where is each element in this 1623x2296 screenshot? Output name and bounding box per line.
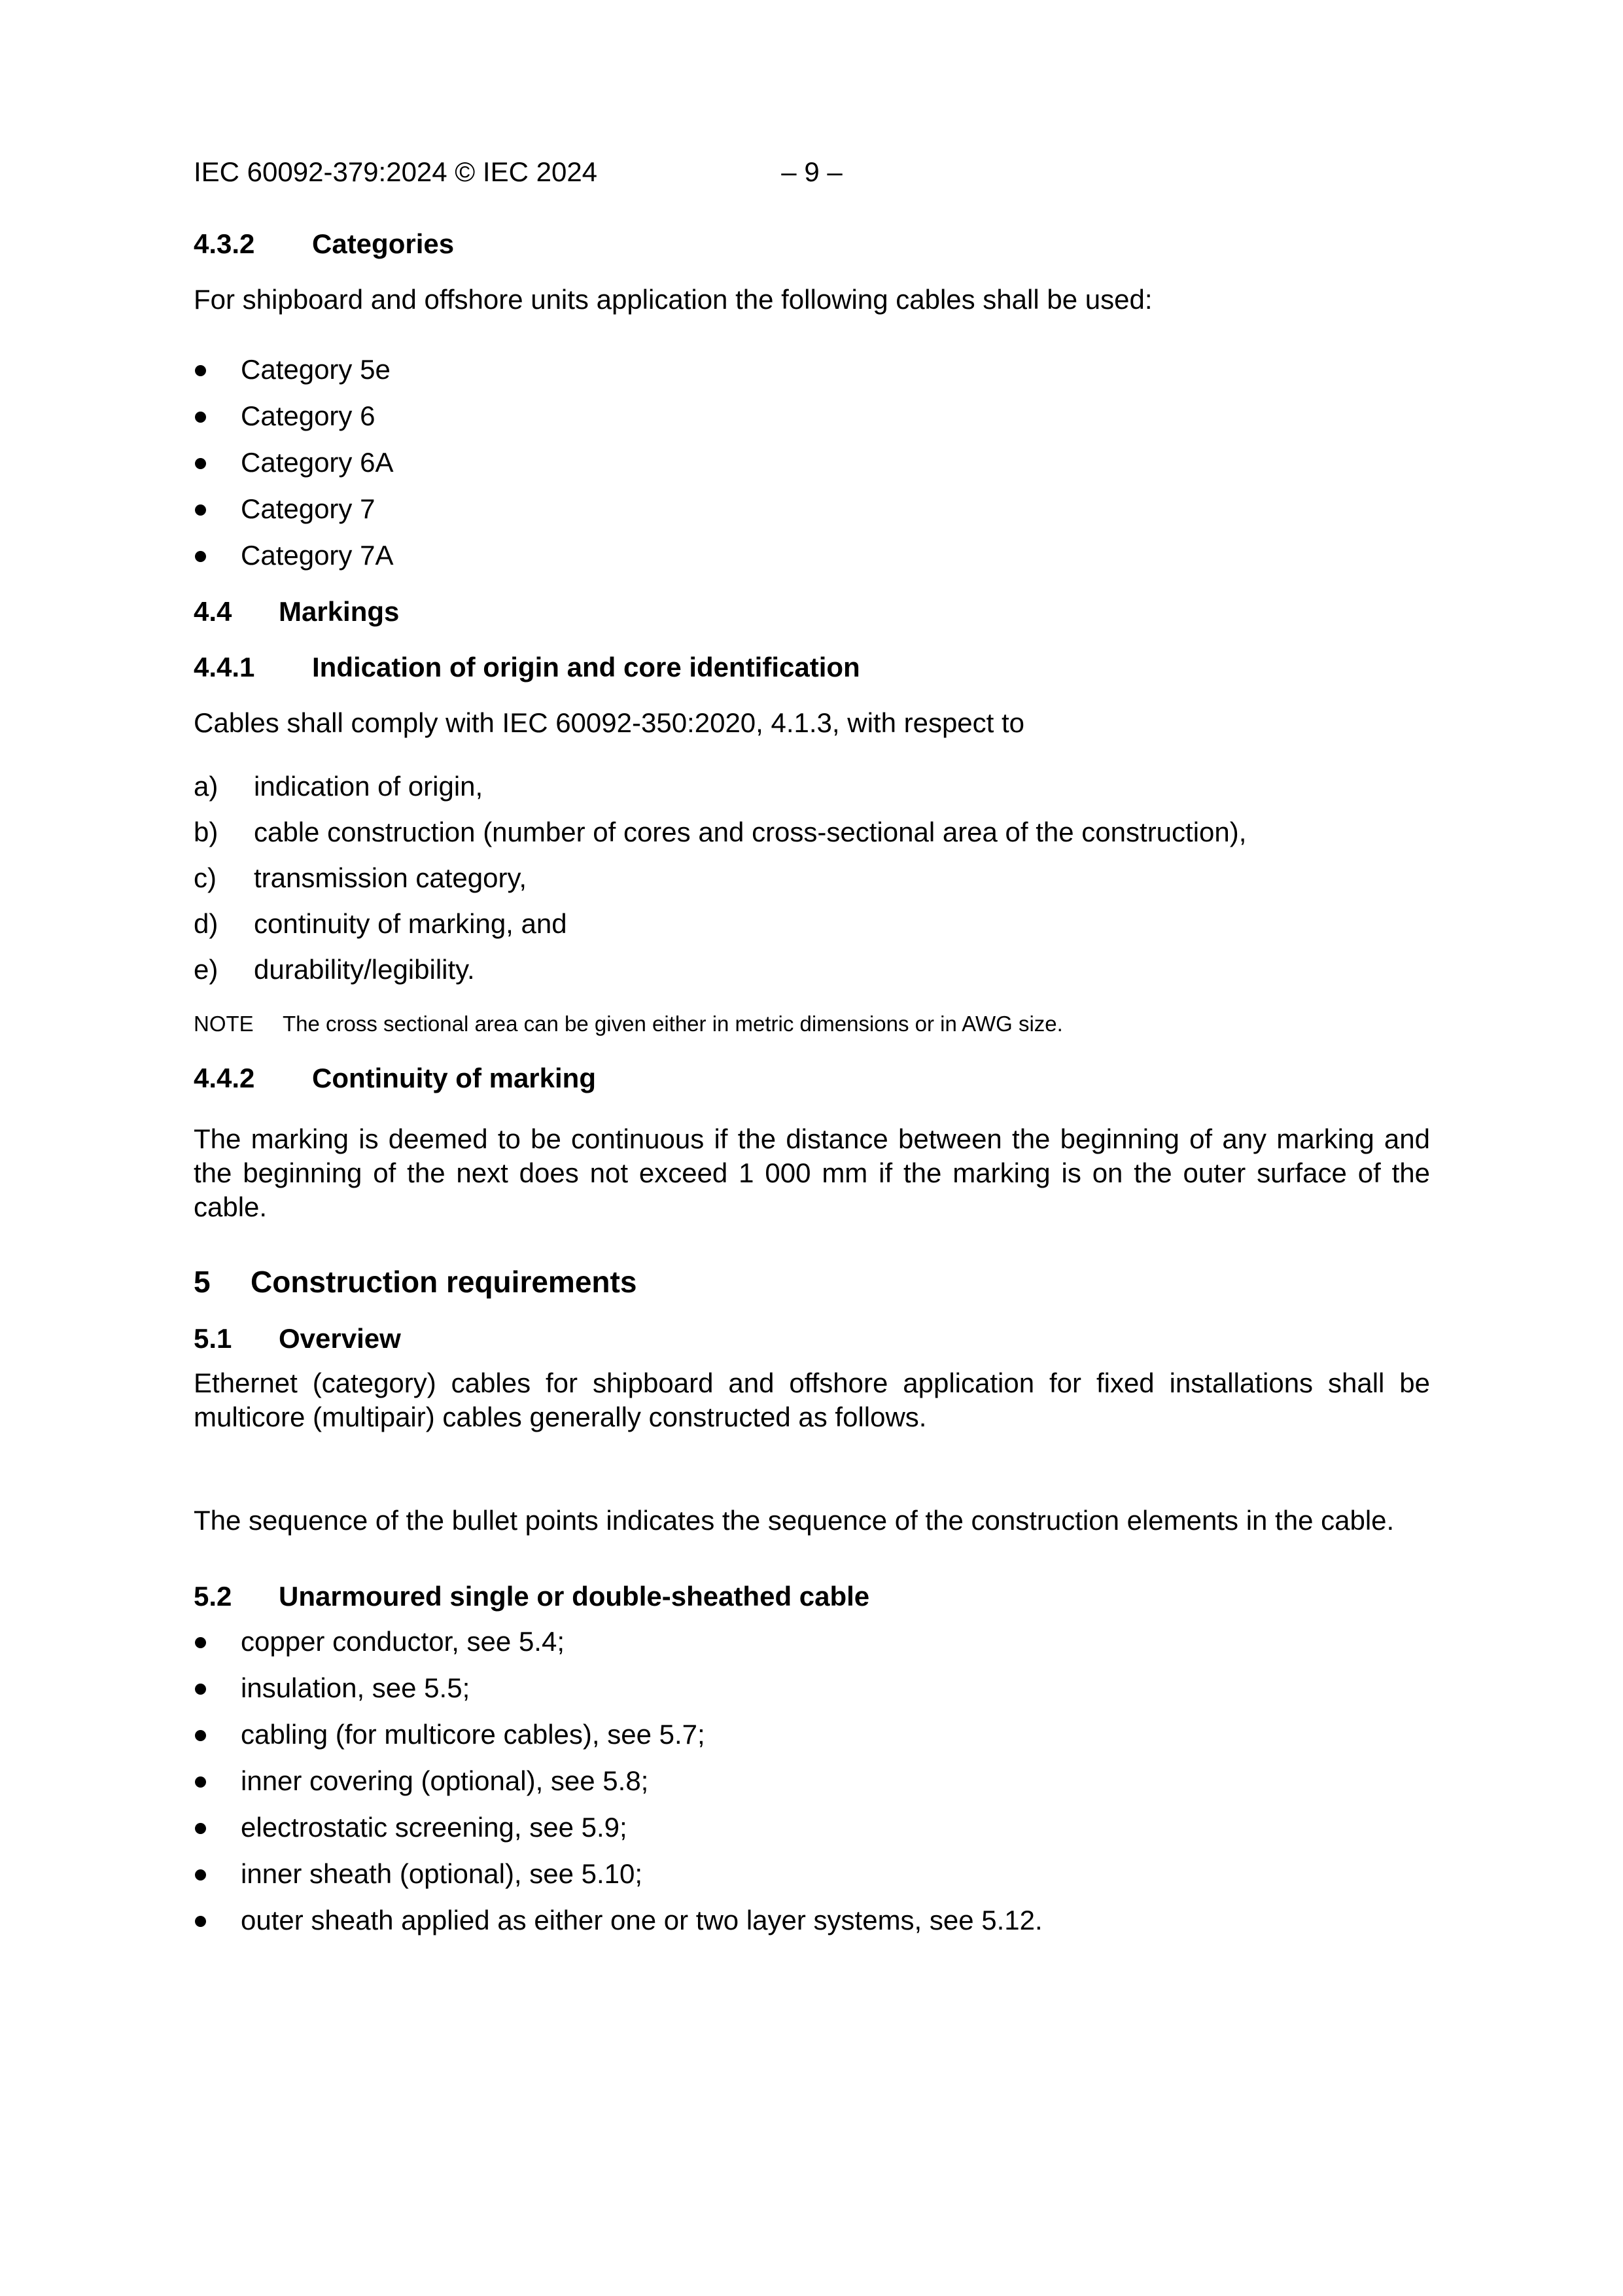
list-item-text: Category 7 xyxy=(241,493,375,524)
list-item-text: cabling (for multicore cables), see 5.7; xyxy=(241,1719,705,1750)
clause-number: 4.4.1 xyxy=(194,652,255,682)
note xyxy=(194,1010,1430,1038)
bullet-icon xyxy=(195,1916,206,1927)
list-item-text: Category 6 xyxy=(241,400,375,431)
list-item-text: continuity of marking, and xyxy=(254,908,567,939)
bullet-icon xyxy=(195,1684,206,1695)
bullet-icon xyxy=(195,1730,206,1741)
bullet-icon xyxy=(195,1637,206,1648)
list-item-text: Category 7A xyxy=(241,540,394,571)
list-item-text: durability/legibility. xyxy=(254,954,475,985)
list-item-text: Category 5e xyxy=(241,354,391,385)
heading-4-4-1 xyxy=(194,650,1430,684)
list-item xyxy=(194,1903,1430,1937)
bullet-icon xyxy=(195,365,206,376)
page-header xyxy=(194,155,1430,189)
para-categories-intro: For shipboard and offshore units application the following cables shall be used: xyxy=(194,284,1153,315)
list-item-text: cable construction (number of cores and cross-sectional area of the construction), xyxy=(254,817,1247,847)
clause-number: 4.4 xyxy=(194,596,232,627)
bullet-icon xyxy=(195,412,206,423)
list-item xyxy=(194,1764,1430,1798)
list-item-text: inner covering (optional), see 5.8; xyxy=(241,1765,649,1796)
bullet-icon xyxy=(195,458,206,469)
list-item xyxy=(194,1671,1430,1705)
heading-5 xyxy=(194,1263,1430,1300)
bullet-icon xyxy=(195,1776,206,1788)
list-item-text: copper conductor, see 5.4; xyxy=(241,1626,565,1657)
clause-title: Indication of origin and core identification xyxy=(312,652,860,682)
list-item-text: electrostatic screening, see 5.9; xyxy=(241,1812,627,1843)
heading-4-4-2 xyxy=(194,1061,1430,1095)
list-label: a) xyxy=(194,771,218,802)
bullet-icon xyxy=(195,1823,206,1834)
clause-number: 4.3.2 xyxy=(194,228,255,259)
list-item-text: indication of origin, xyxy=(254,771,483,802)
list-item xyxy=(194,1857,1430,1891)
list-item-c xyxy=(194,861,1430,895)
list-item-text: Category 6A xyxy=(241,447,394,478)
clause-title: Markings xyxy=(279,596,400,627)
clause-number: 5.1 xyxy=(194,1323,232,1354)
list-item-text: insulation, see 5.5; xyxy=(241,1672,470,1703)
bullet-icon xyxy=(195,551,206,562)
list-item-d xyxy=(194,907,1430,941)
bullet-icon xyxy=(195,504,206,516)
clause-title: Unarmoured single or double-sheathed cable xyxy=(279,1581,870,1612)
clause-number: 5.2 xyxy=(194,1581,232,1612)
list-label: b) xyxy=(194,817,218,847)
heading-4-3-2 xyxy=(194,227,1430,261)
list-label: e) xyxy=(194,954,218,985)
list-item xyxy=(194,353,1430,387)
para-overview-2: The sequence of the bullet points indicates the sequence of the construction elements in the cable. xyxy=(194,1505,1395,1536)
para-overview-1: Ethernet (category) cables for shipboard and offshore application for fixed installations shall be multicore (multipair) cables generally constructed as follows. xyxy=(194,1368,1430,1432)
list-item xyxy=(194,492,1430,526)
list-item-b xyxy=(194,815,1430,849)
list-item xyxy=(194,1625,1430,1659)
list-item xyxy=(194,539,1430,573)
note-text: The cross sectional area can be given either in metric dimensions or in AWG size. xyxy=(283,1012,1063,1036)
heading-5-1 xyxy=(194,1322,1430,1356)
heading-4-4 xyxy=(194,595,1430,629)
clause-number: 5 xyxy=(194,1265,211,1299)
para-comply-intro: Cables shall comply with IEC 60092-350:2020, 4.1.3, with respect to xyxy=(194,707,1025,738)
list-item-a xyxy=(194,769,1430,804)
clause-number: 4.4.2 xyxy=(194,1063,255,1093)
note-label: NOTE xyxy=(194,1012,254,1036)
clause-title: Overview xyxy=(279,1323,401,1354)
document-id: IEC 60092-379:2024 © IEC 2024 xyxy=(194,156,598,187)
para-continuity: The marking is deemed to be continuous if the distance between the beginning of any marking and the beginning of the next does not exceed 1 000 mm if the marking is on the outer surface of the cable. xyxy=(194,1123,1430,1222)
list-label: c) xyxy=(194,862,217,893)
clause-title: Continuity of marking xyxy=(312,1063,596,1093)
list-item-text: outer sheath applied as either one or two layer systems, see 5.12. xyxy=(241,1905,1043,1935)
list-item-text: transmission category, xyxy=(254,862,527,893)
category-list xyxy=(194,353,1430,573)
clause-title: Construction requirements xyxy=(251,1265,637,1299)
list-item xyxy=(194,1810,1430,1845)
list-item-e xyxy=(194,953,1430,987)
bullet-icon xyxy=(195,1869,206,1881)
list-item xyxy=(194,1718,1430,1752)
clause-title: Categories xyxy=(312,228,455,259)
page-number: – 9 – xyxy=(781,156,843,187)
list-item-text: inner sheath (optional), see 5.10; xyxy=(241,1858,643,1889)
comply-list xyxy=(194,769,1430,987)
construction-list xyxy=(194,1625,1430,1937)
list-label: d) xyxy=(194,908,218,939)
list-item xyxy=(194,399,1430,433)
list-item xyxy=(194,446,1430,480)
heading-5-2 xyxy=(194,1580,1430,1614)
